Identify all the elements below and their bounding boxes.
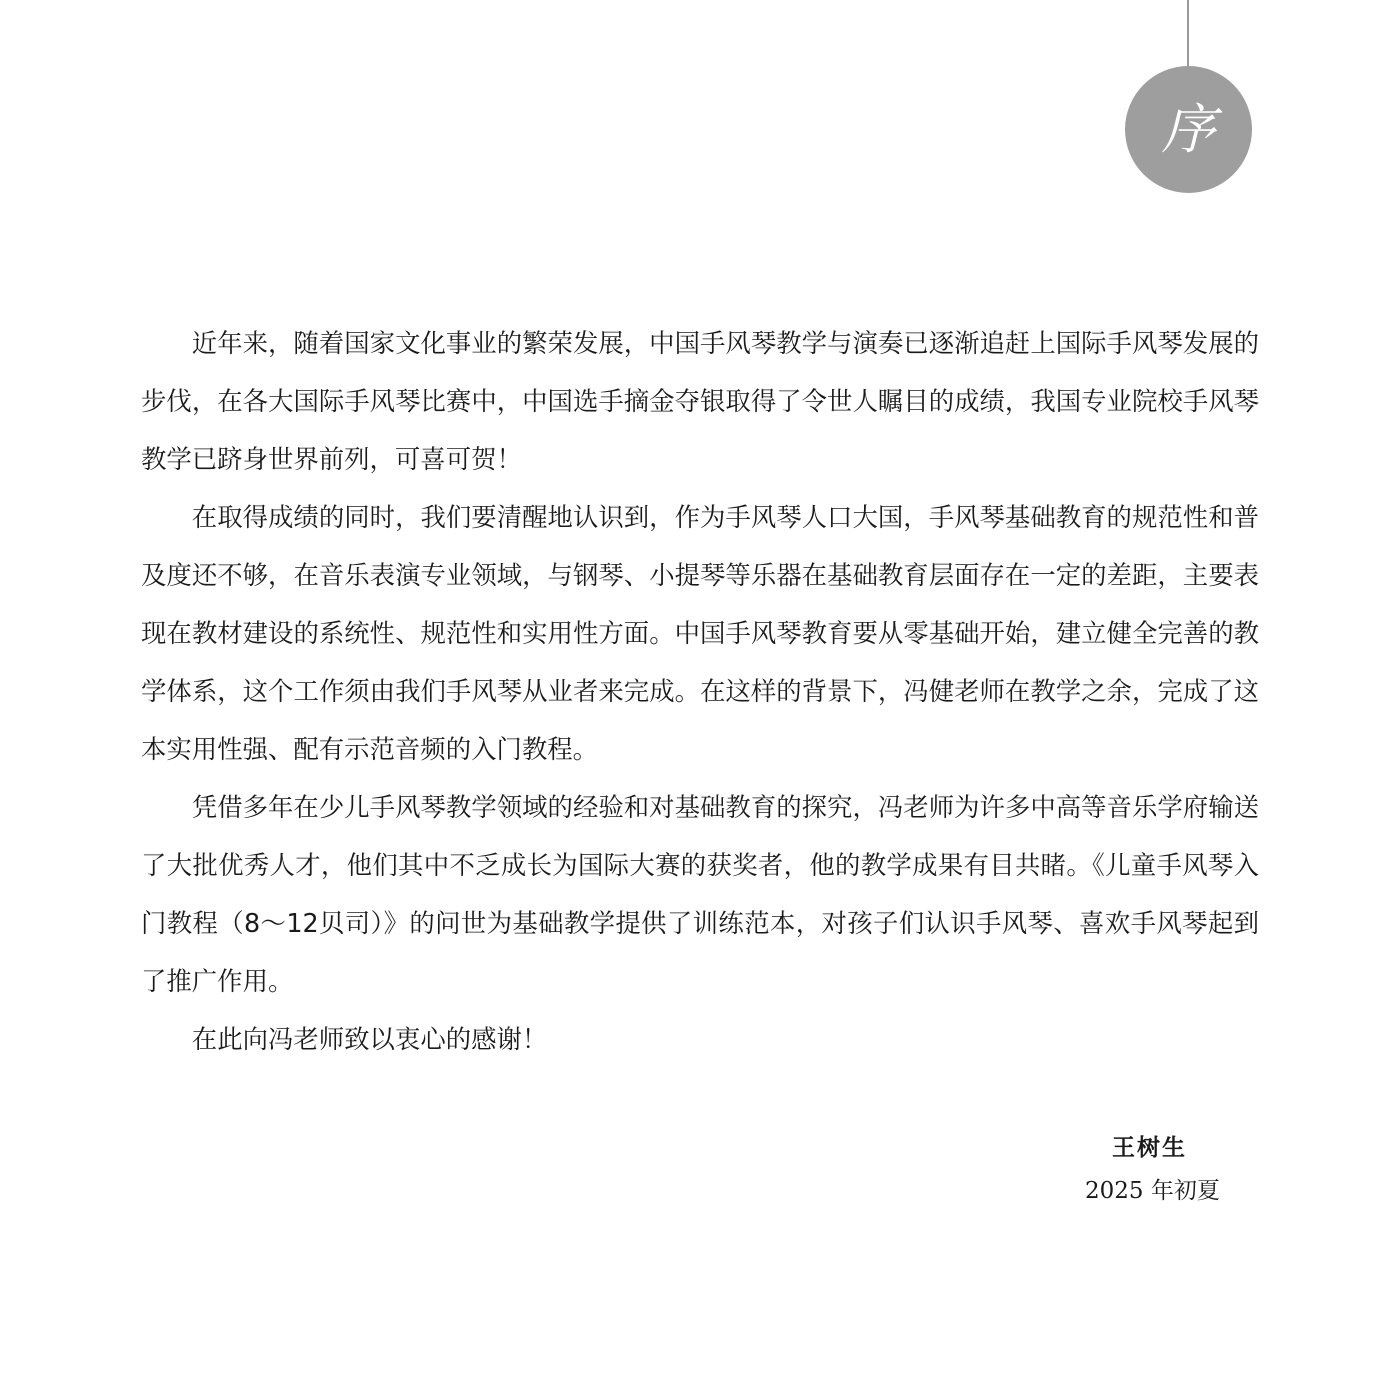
badge-hanging-line bbox=[1187, 0, 1189, 68]
preface-body bbox=[141, 314, 1259, 1068]
preface-paragraph-4: 在此向冯老师致以衷心的感谢！ bbox=[191, 1024, 548, 1054]
preface-paragraph-2: 在取得成绩的同时，我们要清醒地认识到，作为手风琴人口大国，手风琴基础教育的规范性和普及度还不够，在音乐表演专业领域，与钢琴、小提琴等乐器在基础教育层面存在一定的差距，主要表现在教材建设的系统性、规范性和实用性方面。中国手风琴教育要从零基础开始，建立健全完善的教学体系，这个工作须由我们手风琴从业者来完成。在这样的背景下，冯健老师在教学之余，完成了这本实用性强、配有示范音频的入门教程。 bbox=[141, 502, 1259, 764]
preface-paragraph-1: 近年来，随着国家文化事业的繁荣发展，中国手风琴教学与演奏已逐渐追赶上国际手风琴发展的步伐，在各大国际手风琴比赛中，中国选手摘金夺银取得了令世人瞩目的成绩，我国专业院校手风琴教学已跻身世界前列，可喜可贺！ bbox=[141, 328, 1259, 474]
signature-date: 2025 年初夏 bbox=[1085, 1178, 1220, 1204]
preface-badge-char: 序 bbox=[1161, 97, 1216, 161]
signature-name: 王树生 bbox=[1112, 1134, 1187, 1161]
preface-paragraph-3: 凭借多年在少儿手风琴教学领域的经验和对基础教育的探究，冯老师为许多中高等音乐学府输送了大批优秀人才，他们其中不乏成长为国际大赛的获奖者，他的教学成果有目共睹。《儿童手风琴入门教程（8～12贝司）》的问世为基础教学提供了训练范本，对孩子们认识手风琴、喜欢手风琴起到了推广作用。 bbox=[141, 792, 1259, 996]
preface-badge bbox=[1125, 66, 1252, 193]
